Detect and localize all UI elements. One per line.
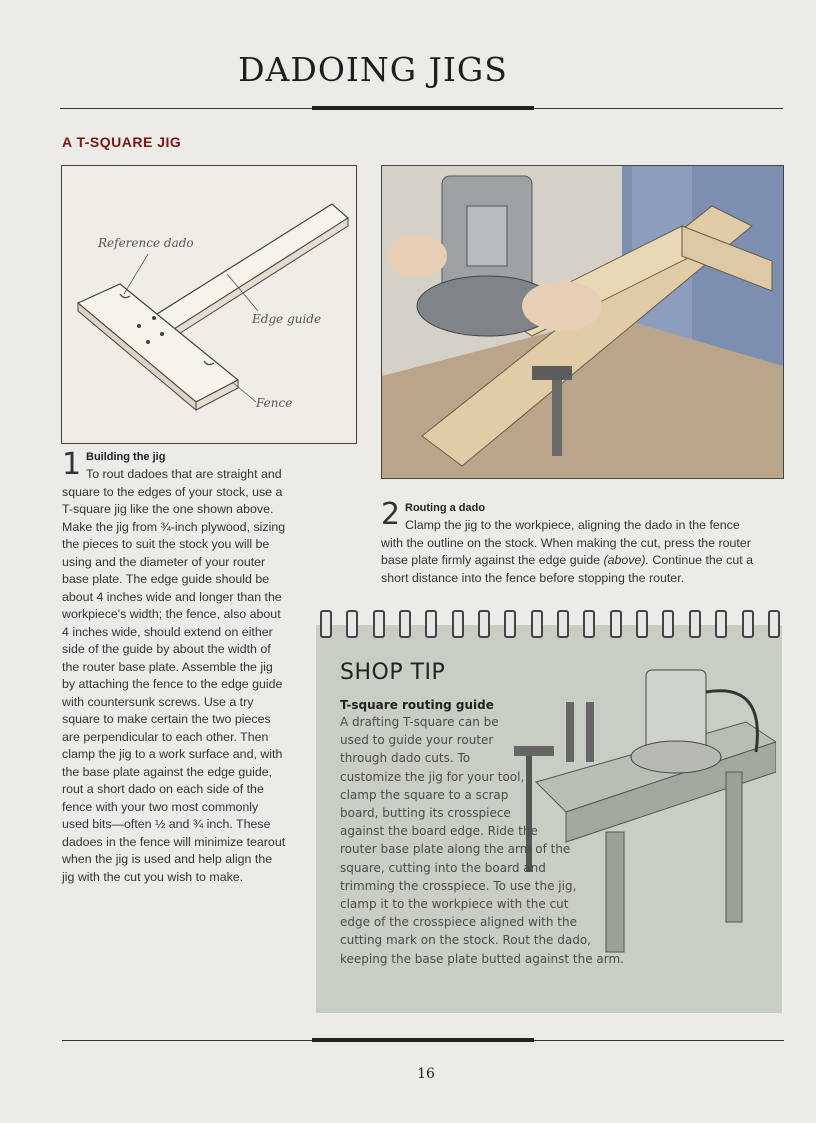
spiral-ring bbox=[478, 610, 490, 638]
step-2-body-end: Continue the cut a short distance into the fence before stopping the router. bbox=[381, 553, 753, 585]
header-rule-accent bbox=[312, 106, 534, 110]
page-number: 16 bbox=[417, 1066, 435, 1082]
t-square-jig-drawing bbox=[62, 166, 356, 443]
spiral-ring bbox=[557, 610, 569, 638]
t-square-jig-illustration bbox=[61, 165, 357, 444]
shop-tip-body bbox=[340, 713, 700, 968]
spiral-ring bbox=[662, 610, 674, 638]
shop-tip-heading: T-square routing guide bbox=[340, 698, 494, 712]
spiral-ring bbox=[636, 610, 648, 638]
spiral-ring bbox=[452, 610, 464, 638]
label-reference-dado: Reference dado bbox=[98, 236, 194, 250]
routing-dado-illustration bbox=[381, 165, 784, 479]
step-1-heading: Building the jig bbox=[86, 451, 166, 463]
label-edge-guide: Edge guide bbox=[252, 312, 322, 326]
spiral-ring bbox=[504, 610, 516, 638]
spiral-ring bbox=[715, 610, 727, 638]
footer-rule-accent bbox=[312, 1038, 534, 1042]
spiral-ring bbox=[425, 610, 437, 638]
page-title: DADOING JIGS bbox=[238, 50, 508, 89]
shop-tip-title: SHOP TIP bbox=[340, 660, 446, 685]
spiral-ring bbox=[399, 610, 411, 638]
spiral-ring bbox=[320, 610, 332, 638]
spiral-ring bbox=[346, 610, 358, 638]
step-1-number: 1 bbox=[62, 447, 82, 482]
step-1-body: To rout dadoes that are straight and square to the edges of your stock, use a T-square jig like the one shown above. Make the jig from ¾-inch plywood, sizing the pieces to suit the stock you will be using and the diameter of your router base plate. The edge guide should be about 4 inches wide and longer than the workpiece's width; the fence, also about 4 inches wide, should extend on either side of the guide by about the width of the router base plate. Assemble the jig by attaching the fence to the edge guide with countersunk screws. Use a try square to make certain the two pieces are perpendicular to each other. Then clamp the jig to a work surface and, with the base plate against the edge guide, rout a short dado on each side of the fence with your two most commonly used bits—often ½ and ¾ inch. These dadoes in the fence will minimize tearout when the jig is used and help align the jig with the cut you wish to make. bbox=[62, 467, 286, 884]
routing-dado-drawing bbox=[382, 166, 783, 478]
section-heading: A T-SQUARE JIG bbox=[62, 134, 182, 150]
spiral-ring bbox=[373, 610, 385, 638]
spiral-ring bbox=[689, 610, 701, 638]
shop-tip-body-text: A drafting T-square can be used to guide your router through dado cuts. To customize the jig for your tool, clamp the square to a scrap board, butting its crosspiece against the board edge. Ride the router base plate along the arm of the square, cutting into the board and trimming the crosspiece. To use the jig, clamp it to the workpiece with the cut edge of the crosspiece aligned with the cutting mark on the stock. Rout the dado, keeping the base plate butted against the arm. bbox=[340, 715, 624, 966]
spiral-ring bbox=[531, 610, 543, 638]
step-2-body-text: Clamp the jig to the workpiece, aligning the dado in the fence with the outline on the stock. When making the cut, press the router base plate firmly against the edge guide bbox=[381, 518, 751, 567]
spiral-ring bbox=[583, 610, 595, 638]
step-2-heading: Routing a dado bbox=[405, 502, 486, 514]
spiral-ring bbox=[610, 610, 622, 638]
step-2-number: 2 bbox=[381, 497, 401, 532]
step-2-body bbox=[381, 517, 761, 587]
notebook-spiral bbox=[320, 610, 780, 640]
spiral-ring bbox=[742, 610, 754, 638]
step-2-body-italic: (above). bbox=[603, 553, 649, 567]
label-fence: Fence bbox=[256, 396, 293, 410]
spiral-ring bbox=[768, 610, 780, 638]
